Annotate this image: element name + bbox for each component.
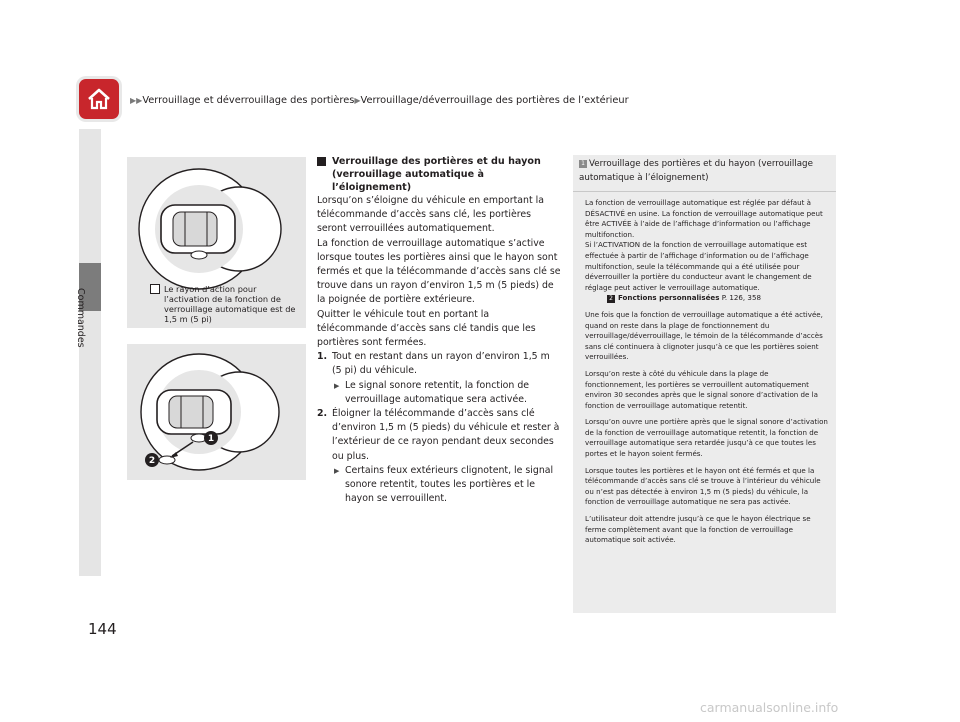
figure-caption: Le rayon d’action pour l’activation de la fonction de verrouillage automatique est de 1,5 m (5 pi) (164, 284, 296, 324)
page-number: 144 (88, 620, 117, 638)
caption-marker-icon (150, 284, 160, 294)
home-icon (86, 86, 112, 112)
vehicle-walk-away-illustration (127, 344, 306, 480)
step-2 (317, 407, 561, 464)
step-text: Éloigner la télécommande d’accès sans clé d’environ 1,5 m (5 pieds) du véhicule et rester à l’extérieur de ce rayon pendant deux secondes ou plus. (332, 408, 560, 462)
main-content (317, 155, 561, 506)
note-paragraph: L’utilisateur doit attendre jusqu’à ce que le hayon électrique se ferme complètement avant que la fonction de verrouillage automatique soit activée. (585, 514, 811, 545)
note-badge-icon: 1 (579, 160, 587, 168)
note-paragraph: Si l’ACTIVATION de la fonction de verrouillage automatique est effectuée à partir de l’affichage d’information ou de l’affichage multifonction, seule la télécommande qui a été utilisée pour déverrouiller la portière du conducteur avant le changement de réglage peut activer le verrouillage automatique. (585, 240, 812, 292)
step-1 (317, 350, 561, 378)
watermark: carmanualsonline.info (700, 700, 839, 715)
paragraph: Lorsqu’on s’éloigne du véhicule en emportant la télécommande d’accès sans clé, les portières seront verrouillées automatiquement. (317, 195, 544, 235)
breadcrumb-arrow-icon: ▶ (354, 96, 361, 105)
cross-reference[interactable] (585, 293, 761, 302)
step-text: Tout en restant dans un rayon d’environ 1,5 m (5 pi) du véhicule. (332, 351, 550, 377)
note-paragraph: La fonction de verrouillage automatique est réglée par défaut à DÉSACTIVÉ en usine. La fonction de verrouillage automatique peut être ACTIVÉE à l’aide de l’affichage d’information ou l’affichage multifonction. (585, 198, 823, 239)
step-2-result: ▶ Certains feux extérieurs clignotent, le signal sonore retentit, toutes les portières et le hayon se verrouillent. (317, 464, 561, 507)
section-label[interactable]: Commandes (75, 288, 86, 348)
reference-pages: P. 126, 358 (721, 293, 761, 303)
home-button[interactable] (79, 79, 119, 119)
step-1-result: ▶ Le signal sonore retentit, la fonction de verrouillage automatique sera activée. (317, 379, 561, 407)
reference-label: Fonctions personnalisées (618, 293, 720, 303)
figure-marker-2: 2 (148, 456, 156, 466)
paragraph: Quitter le véhicule tout en portant la télécommande d’accès sans clé tandis que les portières sont fermées. (317, 308, 536, 349)
section-sidebar (79, 129, 101, 576)
paragraph: La fonction de verrouillage automatique s’active lorsque toutes les portières ainsi que le hayon sont fermés et que la télécommande d’accès sans clé se trouve dans un rayon d’environ 1,5 m (5 pieds) de la poignée de portière extérieure. (317, 237, 561, 306)
breadcrumb-arrow-icon: ▶▶ (130, 96, 143, 105)
note-paragraph: Une fois que la fonction de verrouillage automatique a été activée, quand on reste dans la plage de fonctionnement du verrouillage/déverrouillage, le témoin de la télécommande d’accès sans clé continuera à clignoter jusqu’à ce que les portières soient verrouillées. (585, 309, 823, 362)
breadcrumb (130, 95, 629, 106)
note-paragraph: Lorsqu’on ouvre une portière après que le signal sonore d’activation de la fonction de verrouillage automatique retentit, la fonction de verrouillage automatique sera retardée jusqu’à ce que toutes les portes et le hayon soient fermés. (585, 417, 828, 459)
section-heading: Verrouillage des portières et du hayon (verrouillage automatique à l’éloignement) (317, 155, 561, 194)
note-paragraph: Lorsqu’on reste à côté du véhicule dans la plage de fonctionnement, les portières se verrouillent automatiquement environ 30 secondes après que le signal sonore d’activation de la fonction de verrouillage automatique retentit. (585, 368, 818, 410)
side-note (573, 155, 836, 613)
illustration-walk-away (127, 344, 306, 480)
step-number: 1. (317, 351, 328, 363)
breadcrumb-link-2[interactable]: Verrouillage/déverrouillage des portières de l’extérieur (360, 95, 629, 106)
breadcrumb-link-1[interactable]: Verrouillage et déverrouillage des portières (142, 95, 355, 106)
note-body (573, 192, 836, 546)
note-paragraph: Lorsque toutes les portières et le hayon ont été fermés et que la télécommande d’accès sans clé se trouve à l’intérieur du véhicule ou n’est pas détectée à environ 1,5 m (5 pieds) du véhicule, la fonction de verrouillage automatique ne sera pas activée. (585, 465, 821, 507)
note-title (573, 155, 836, 192)
step-number: 2. (317, 408, 328, 420)
note-title-text: Verrouillage des portières et du hayon (verrouillage automatique à l’éloignement) (579, 159, 813, 183)
figure-marker-1: 1 (207, 434, 215, 444)
reference-icon: 2 (607, 295, 615, 303)
